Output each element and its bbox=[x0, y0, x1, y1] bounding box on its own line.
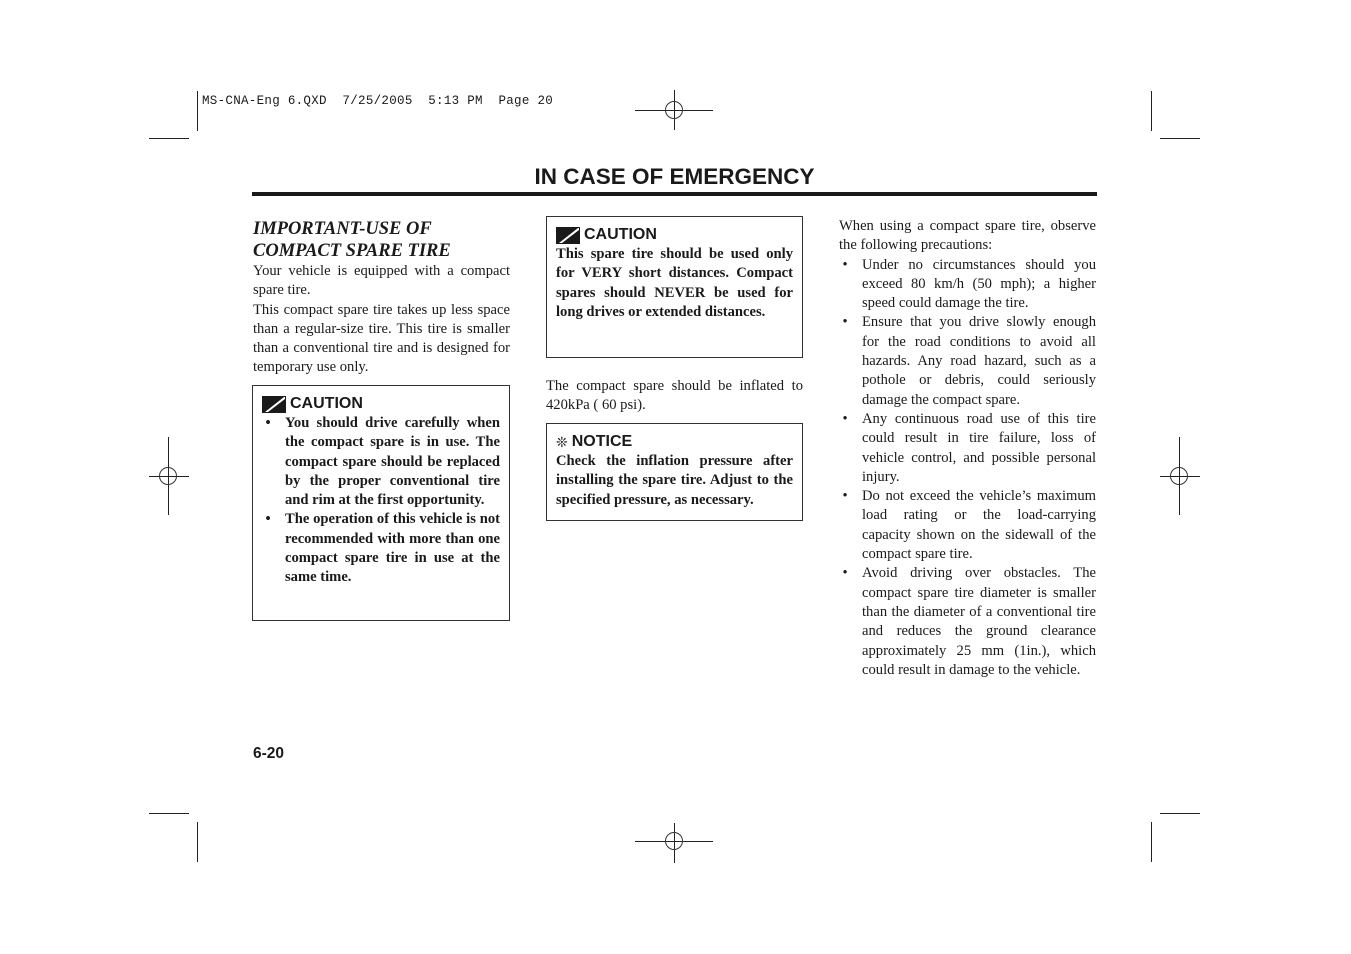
column-3 bbox=[839, 217, 1096, 680]
registration-mark-right bbox=[1160, 437, 1200, 515]
crop-mark-bottom-right-horizontal bbox=[1160, 813, 1200, 814]
crop-mark-bottom-left-vertical bbox=[197, 822, 198, 862]
registration-mark-left bbox=[149, 437, 189, 515]
list-item: • Any continuous road use of this tire could result in tire failure, loss of vehicle control, and possible personal injury. bbox=[839, 410, 1096, 487]
crop-mark-top-left-vertical bbox=[197, 91, 198, 131]
crop-mark-top-right-horizontal bbox=[1160, 138, 1200, 139]
list-item: • The operation of this vehicle is not recommended with more than one compact spare tire in use at the same time. bbox=[262, 510, 500, 587]
bullet-glyph: • bbox=[265, 415, 271, 431]
intro-paragraph: Your vehicle is equipped with a compact spare tire. bbox=[253, 263, 510, 299]
list-item: • Under no circumstances should you exceed 80 km/h (50 mph); a higher speed could damage the tire. bbox=[839, 256, 1096, 314]
bullet-glyph: • bbox=[842, 314, 848, 331]
list-item: • Avoid driving over obstacles. The compact spare tire diameter is smaller than the diameter of a conventional tire and reduces the ground clearance approximately 25 mm (1in.), which could result in damage to the vehicle. bbox=[839, 564, 1096, 680]
caution-box-2 bbox=[546, 216, 803, 358]
column-1 bbox=[253, 218, 510, 378]
subsection-heading: IMPORTANT-USE OF COMPACT SPARE TIRE bbox=[253, 219, 451, 261]
notice-header bbox=[556, 432, 793, 452]
crop-mark-top-right-vertical bbox=[1151, 91, 1152, 131]
caution-header bbox=[262, 394, 500, 414]
registration-mark-top bbox=[635, 90, 713, 130]
caution-title: CAUTION bbox=[290, 395, 363, 412]
list-item: • You should drive carefully when the compact spare is in use. The compact spare should be replaced by the proper conventional tire and rim at the first opportunity. bbox=[262, 414, 500, 510]
title-rule bbox=[252, 192, 1097, 196]
list-item: • Do not exceed the vehicle’s maximum load rating or the load-carrying capacity shown on the sidewall of the compact spare tire. bbox=[839, 487, 1096, 564]
section-title: IN CASE OF EMERGENCY bbox=[534, 164, 815, 189]
bullet-glyph: • bbox=[842, 488, 848, 505]
notice-text: Check the inflation pressure after installing the spare tire. Adjust to the specified pressure, as necessary. bbox=[556, 453, 793, 508]
crop-mark-bottom-right-vertical bbox=[1151, 822, 1152, 862]
caution-icon bbox=[262, 396, 286, 413]
caution-title: CAUTION bbox=[584, 226, 657, 243]
inflation-paragraph: The compact spare should be inflated to 420kPa ( 60 psi). bbox=[546, 378, 803, 414]
crop-mark-top-left-horizontal bbox=[149, 138, 189, 139]
caution-text: This spare tire should be used only for VERY short distances. Compact spares should NEVER be used for long drives or extended distances. bbox=[556, 246, 793, 320]
notice-title: NOTICE bbox=[571, 433, 633, 450]
notice-box bbox=[546, 423, 803, 521]
bullet-glyph: • bbox=[842, 565, 848, 582]
notice-icon: ❊ bbox=[556, 434, 568, 450]
list-item: • Ensure that you drive slowly enough for the road conditions to avoid all hazards. Any road hazard, such as a pothole or debris, could seriously damage the compact spare. bbox=[839, 313, 1096, 409]
caution-list bbox=[262, 414, 500, 588]
precautions-list bbox=[839, 256, 1096, 681]
crop-mark-bottom-left-horizontal bbox=[149, 813, 189, 814]
registration-mark-bottom bbox=[635, 823, 713, 863]
bullet-glyph: • bbox=[265, 511, 271, 528]
description-paragraph: This compact spare tire takes up less space than a regular-size tire. This tire is smaller than a conventional tire and is designed for temporary use only. bbox=[253, 301, 510, 376]
precautions-intro: When using a compact spare tire, observe the following precautions: bbox=[839, 218, 1096, 254]
caution-header bbox=[556, 225, 793, 245]
caution-box-1 bbox=[252, 385, 510, 621]
page-number: 6-20 bbox=[253, 745, 285, 762]
print-slug: MS-CNA-Eng 6.QXD 7/25/2005 5:13 PM Page 20 bbox=[202, 94, 554, 108]
bullet-glyph: • bbox=[842, 410, 848, 427]
caution-icon bbox=[556, 227, 580, 244]
bullet-glyph: • bbox=[842, 256, 848, 273]
